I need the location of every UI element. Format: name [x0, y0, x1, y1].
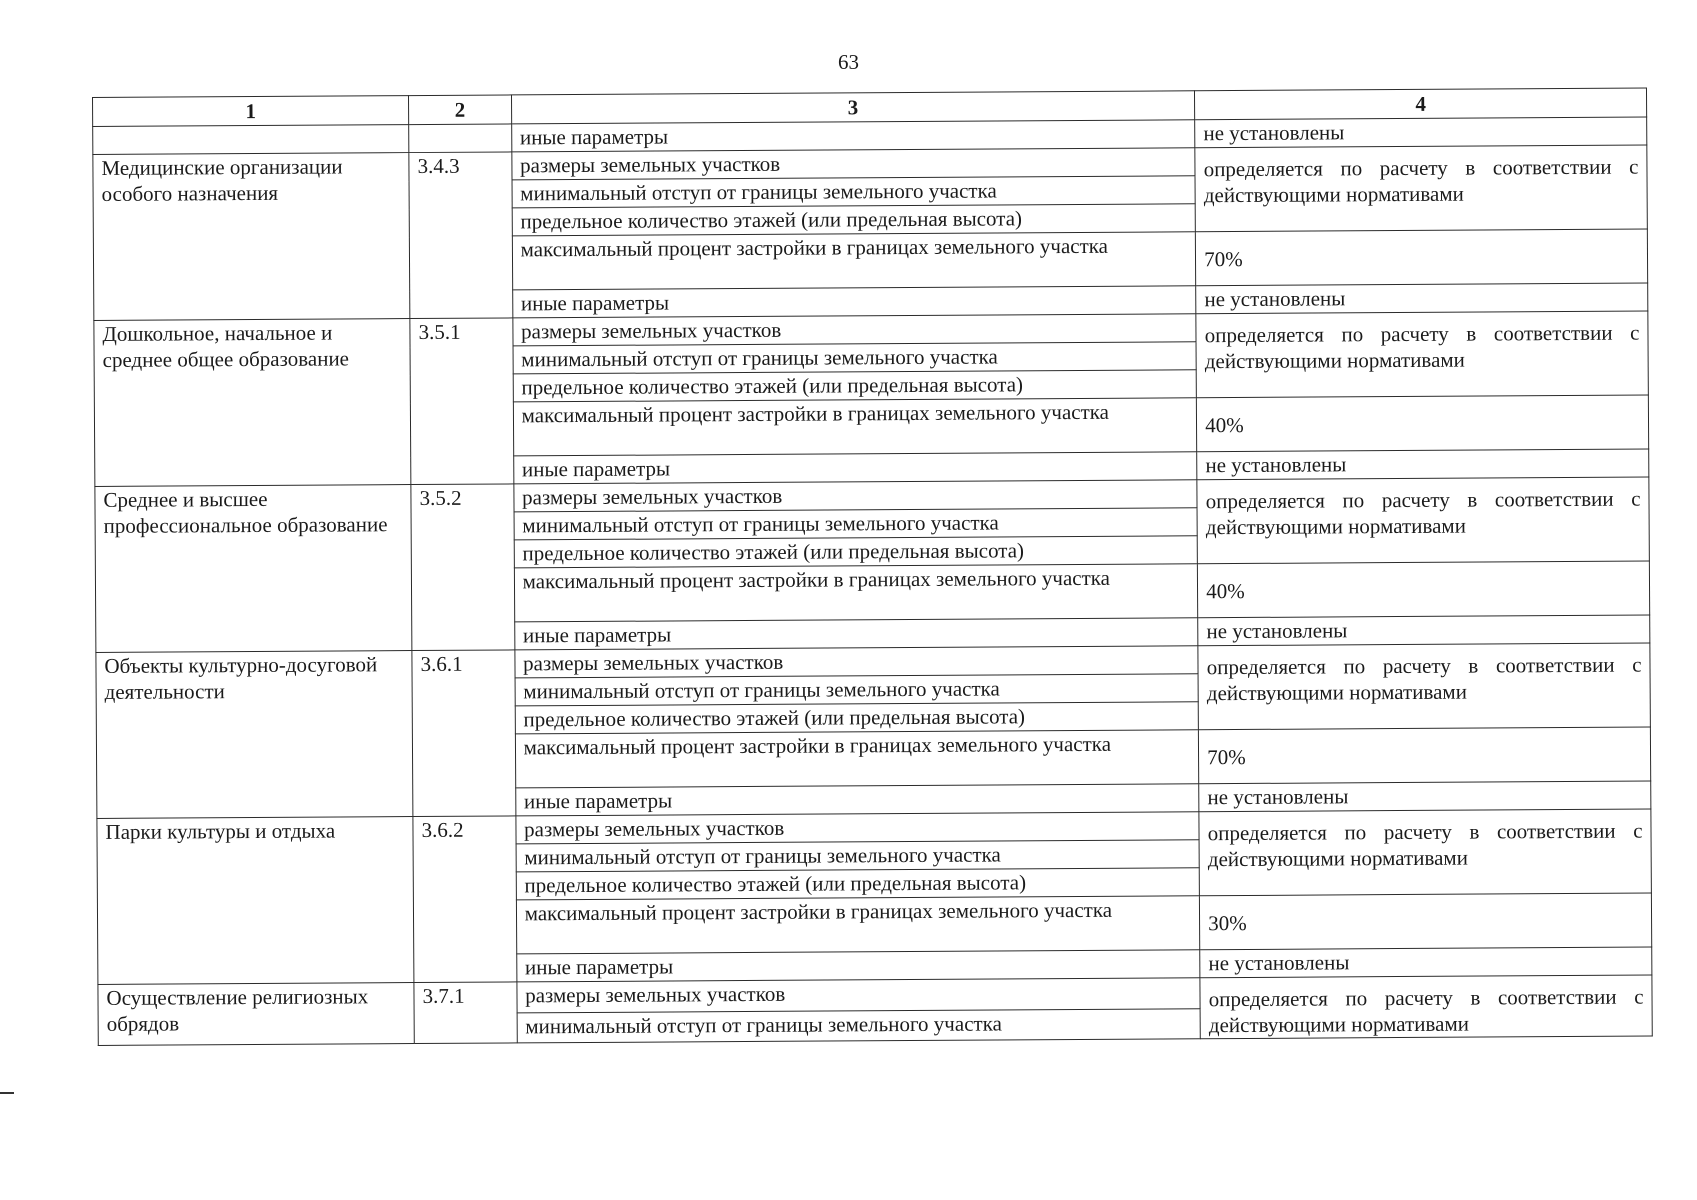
param-min-offset: минимальный отступ от границы земельного участка [517, 1008, 1201, 1043]
param-other: иные параметры [513, 452, 1197, 484]
param-min-offset: минимальный отступ от границы земельного участка [512, 176, 1196, 208]
param-max-percent: максимальный процент застройки в границах земельного участка [512, 232, 1196, 290]
value-by-calculation: определяется по расчету в соответствии с действующими нормативами [1197, 477, 1649, 564]
param-sizes: размеры земельных участков [511, 148, 1195, 180]
land-use-code: 3.6.1 [412, 650, 516, 817]
column-header-3: 3 [511, 91, 1195, 124]
param-floors: предельное количество этажей (или предельная высота) [513, 370, 1197, 402]
land-use-code: 3.5.1 [410, 318, 514, 485]
param-sizes: размеры земельных участков [514, 480, 1198, 512]
param-other: иные параметры [515, 784, 1199, 816]
value-cell: не установлены [1195, 117, 1647, 148]
param-max-percent: максимальный процент застройки в границах земельного участка [516, 896, 1200, 954]
value-max-percent: 40% [1198, 561, 1650, 618]
column-header-1: 1 [93, 96, 409, 127]
land-use-code: 3.7.1 [414, 982, 517, 1044]
land-use-code: 3.5.2 [411, 484, 515, 651]
land-use-name: Осуществление религиозных обрядов [98, 983, 414, 1046]
value-by-calculation: определяется по расчету в соответствии с действующими нормативами [1198, 643, 1650, 730]
value-max-percent: 30% [1200, 893, 1652, 950]
param-min-offset: минимальный отступ от границы земельного участка [516, 840, 1200, 872]
column-header-2: 2 [409, 95, 512, 125]
param-sizes: размеры земельных участков [515, 646, 1199, 678]
land-use-name: Медицинские организации особого назначения [93, 153, 410, 321]
value-not-set: не установлены [1200, 947, 1652, 978]
param-floors: предельное количество этажей (или предельная высота) [514, 536, 1198, 568]
param-min-offset: минимальный отступ от границы земельного участка [515, 674, 1199, 706]
param-min-offset: минимальный отступ от границы земельного участка [513, 342, 1197, 374]
param-sizes: размеры земельных участков [513, 314, 1197, 346]
land-use-name: Дошкольное, начальное и среднее общее образование [94, 319, 411, 487]
value-by-calculation: определяется по расчету в соответствии с действующими нормативами [1195, 145, 1647, 232]
value-max-percent: 70% [1196, 229, 1648, 286]
land-use-name: Объекты культурно-досуговой деятельности [96, 651, 413, 819]
param-min-offset: минимальный отступ от границы земельного участка [514, 508, 1198, 540]
param-sizes: размеры земельных участков [517, 978, 1201, 1013]
column-header-4: 4 [1195, 88, 1647, 120]
param-max-percent: максимальный процент застройки в границах земельного участка [515, 730, 1199, 788]
value-max-percent: 70% [1199, 727, 1651, 784]
value-max-percent: 40% [1197, 395, 1649, 452]
groups-body [93, 145, 1652, 1045]
param-cell: иные параметры [511, 120, 1195, 152]
param-max-percent: максимальный процент застройки в границах земельного участка [513, 398, 1197, 456]
value-not-set: не установлены [1197, 449, 1649, 480]
value-by-calculation: определяется по расчету в соответствии с действующими нормативами [1199, 809, 1651, 896]
param-max-percent: максимальный процент застройки в границах земельного участка [514, 564, 1198, 622]
land-use-name: Среднее и высшее профессиональное образование [95, 485, 412, 653]
param-floors: предельное количество этажей (или предельная высота) [515, 702, 1199, 734]
param-floors: предельное количество этажей (или предельная высота) [512, 204, 1196, 236]
param-other: иные параметры [514, 618, 1198, 650]
code-cell-empty [409, 124, 512, 153]
value-not-set: не установлены [1196, 283, 1648, 314]
land-use-code: 3.4.3 [409, 152, 513, 319]
use-cell-empty [93, 125, 409, 155]
param-other: иные параметры [512, 286, 1196, 318]
param-sizes: размеры земельных участков [516, 812, 1200, 844]
land-use-code: 3.6.2 [413, 816, 517, 983]
regulations-table [92, 88, 1653, 1046]
value-not-set: не установлены [1198, 615, 1650, 646]
param-floors: предельное количество этажей (или предельная высота) [516, 868, 1200, 900]
value-by-calculation: определяется по расчету в соответствии с действующими нормативами [1196, 311, 1648, 398]
land-use-name: Парки культуры и отдыха [97, 817, 414, 985]
value-by-calculation: определяется по расчету в соответствии с действующими нормативами [1200, 975, 1652, 1039]
margin-mark [0, 1092, 14, 1094]
page-number: 63 [838, 50, 859, 74]
param-other: иные параметры [516, 950, 1200, 982]
value-not-set: не установлены [1199, 781, 1651, 812]
